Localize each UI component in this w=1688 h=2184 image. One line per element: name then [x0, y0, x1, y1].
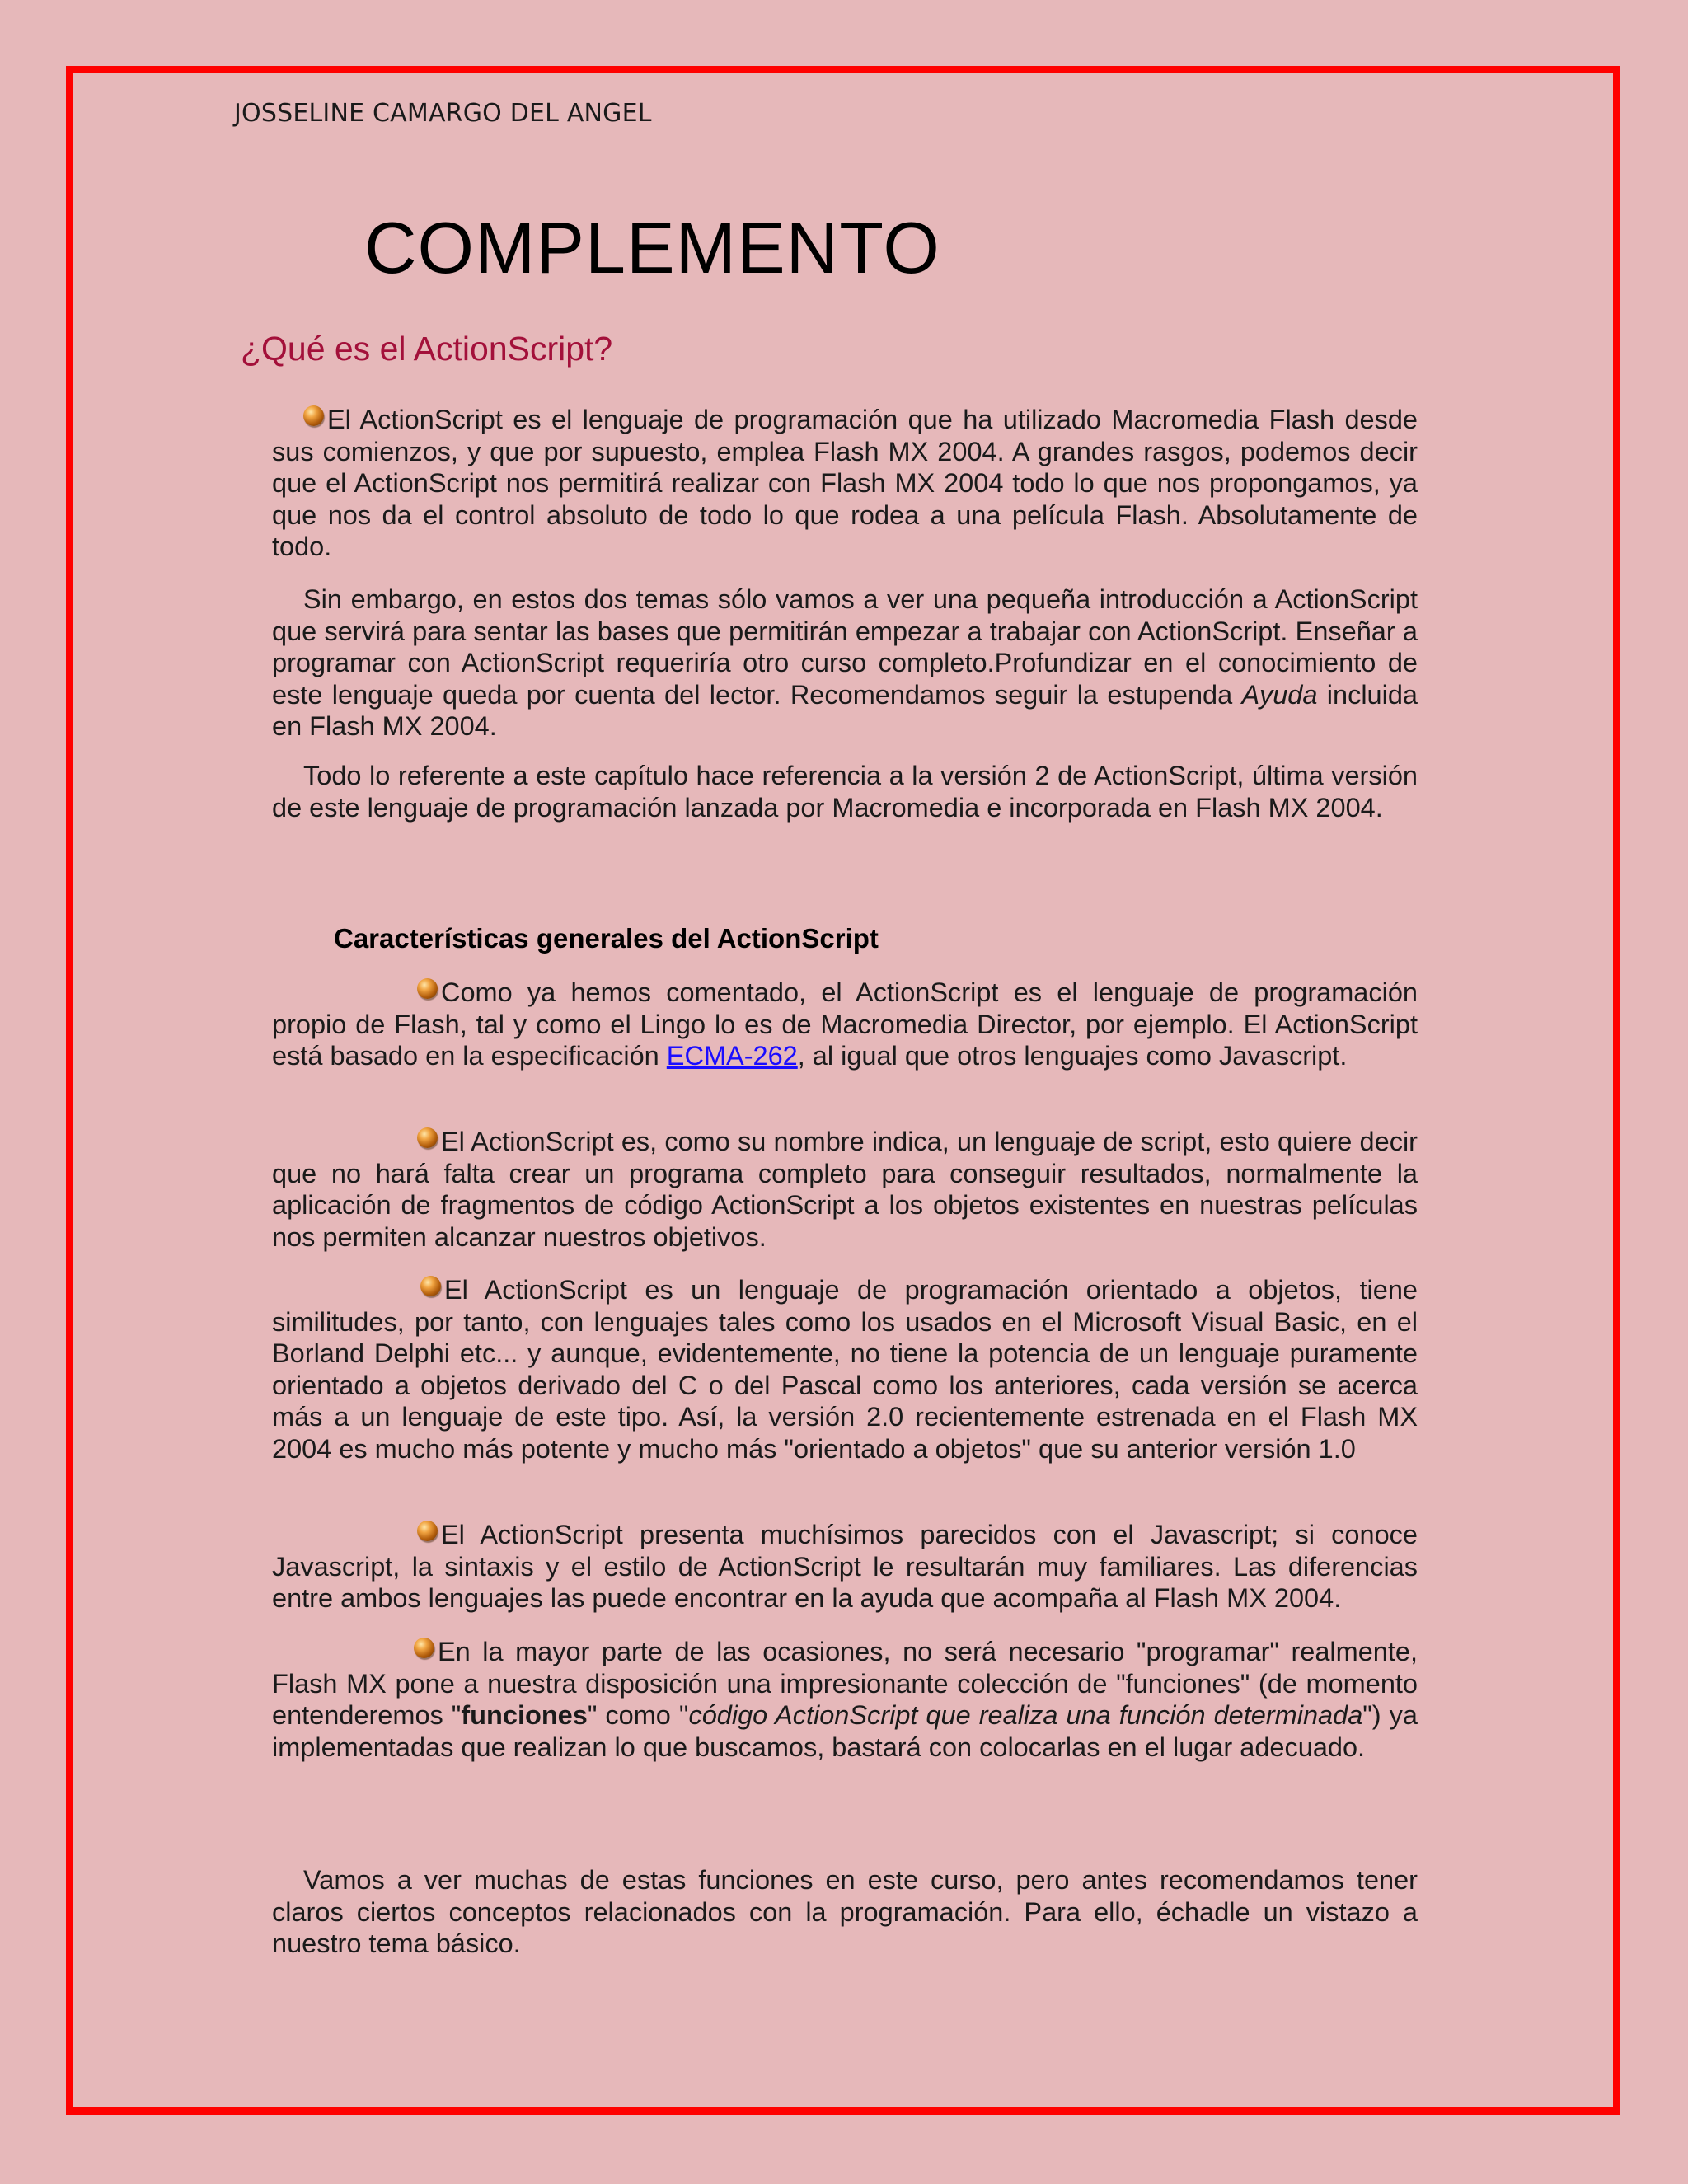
- orange-sphere-bullet-icon: [414, 1638, 434, 1658]
- feature-item-1: [272, 977, 1418, 1072]
- orange-sphere-bullet-icon: [417, 978, 438, 999]
- ayuda-emphasis: Ayuda: [1241, 679, 1318, 710]
- orange-sphere-bullet-icon: [417, 1521, 438, 1541]
- author-header: JOSSELINE CAMARGO DEL ANGEL: [234, 99, 652, 128]
- section-heading: ¿Qué es el ActionScript?: [241, 330, 613, 368]
- funciones-bold: funciones: [461, 1700, 588, 1730]
- funciones-definition-italic: código ActionScript que realiza una función determinada: [688, 1700, 1363, 1730]
- orange-sphere-bullet-icon: [303, 405, 324, 426]
- feature-item-5-text: En la mayor parte de las ocasiones, no será necesario "programar" realmente, Flash MX pone a nuestra disposición una impresionante colección de "funciones" (de momento entenderemos ": [272, 1637, 1418, 1730]
- ecma-262-link[interactable]: ECMA-262: [666, 1041, 798, 1071]
- orange-sphere-bullet-icon: [417, 1127, 438, 1148]
- feature-item-2: [272, 1126, 1418, 1253]
- intro-paragraph-2-end: incluida en Flash MX 2004.: [272, 679, 1418, 741]
- intro-paragraph-2-text: Sin embargo, en estos dos temas sólo vamos a ver una pequeña introducción a ActionScript que servirá para sentar las bases que permitirán empezar a trabajar con ActionScript. Enseñar a programar con ActionScript requeriría otro curso completo.Profundizar en el conocimiento de este lenguaje queda por cuenta del lector. Recomendamos seguir la estupenda: [272, 584, 1418, 710]
- features-heading: Características generales del ActionScript: [334, 923, 879, 954]
- feature-item-2-text: El ActionScript es, como su nombre indica, un lenguaje de script, esto quiere decir que no hará falta crear un programa completo para conseguir resultados, normalmente la aplicación de fragmentos de código ActionScript a los objetos existentes en nuestras películas nos permiten alcanzar nuestros objetivos.: [272, 1127, 1418, 1252]
- feature-item-3: [272, 1274, 1418, 1465]
- closing-paragraph-text: Vamos a ver muchas de estas funciones en este curso, pero antes recomendamos tener claros ciertos conceptos relacionados con la programación. Para ello, échadle un vistazo a nuestro tema básico.: [272, 1865, 1418, 1958]
- intro-paragraph-2: [272, 583, 1418, 743]
- feature-item-5-end: ") ya implementadas que realizan lo que buscamos, bastará con colocarlas en el lugar adecuado.: [272, 1700, 1418, 1762]
- intro-paragraph-3-text: Todo lo referente a este capítulo hace referencia a la versión 2 de ActionScript, última versión de este lenguaje de programación lanzada por Macromedia e incorporada en Flash MX 2004.: [272, 761, 1418, 823]
- feature-item-3-text: El ActionScript es un lenguaje de programación orientado a objetos, tiene similitudes, por tanto, con lenguajes tales como los usados en el Microsoft Visual Basic, en el Borland Delphi etc... y aunque, evidentemente, no tiene la potencia de un lenguaje puramente orientado a objetos derivado del C o del Pascal como los anteriores, cada versión se acerca más a un lenguaje de este tipo. Así, la versión 2.0 recientemente estrenada en el Flash MX 2004 es mucho más potente y mucho más "orientado a objetos" que su anterior versión 1.0: [272, 1275, 1418, 1464]
- page-title: COMPLEMENTO: [364, 207, 940, 288]
- page-border: [66, 66, 1620, 2115]
- intro-paragraph-3: [272, 760, 1418, 823]
- feature-item-5-mid: " como ": [587, 1700, 689, 1730]
- closing-paragraph: [272, 1864, 1418, 1960]
- feature-item-1-end: , al igual que otros lenguajes como Javascript.: [797, 1041, 1348, 1071]
- feature-item-5: [272, 1636, 1418, 1763]
- feature-item-1-text: Como ya hemos comentado, el ActionScript es el lenguaje de programación propio de Flash, tal y como el Lingo lo es de Macromedia Director, por ejemplo. El ActionScript está basado en la especificación: [272, 977, 1418, 1071]
- feature-item-4-text: El ActionScript presenta muchísimos parecidos con el Javascript; si conoce Javascript, la sintaxis y el estilo de ActionScript le resultarán muy familiares. Las diferencias entre ambos lenguajes las puede encontrar en la ayuda que acompaña al Flash MX 2004.: [272, 1520, 1418, 1613]
- orange-sphere-bullet-icon: [420, 1276, 441, 1296]
- intro-paragraph-1: [272, 404, 1418, 563]
- feature-item-4: [272, 1519, 1418, 1615]
- intro-paragraph-1-text: El ActionScript es el lenguaje de programación que ha utilizado Macromedia Flash desde sus comienzos, y que por supuesto, emplea Flash MX 2004. A grandes rasgos, podemos decir que el ActionScript nos permitirá realizar con Flash MX 2004 todo lo que nos propongamos, ya que nos da el control absoluto de todo lo que rodea a una película Flash. Absolutamente de todo.: [272, 405, 1418, 561]
